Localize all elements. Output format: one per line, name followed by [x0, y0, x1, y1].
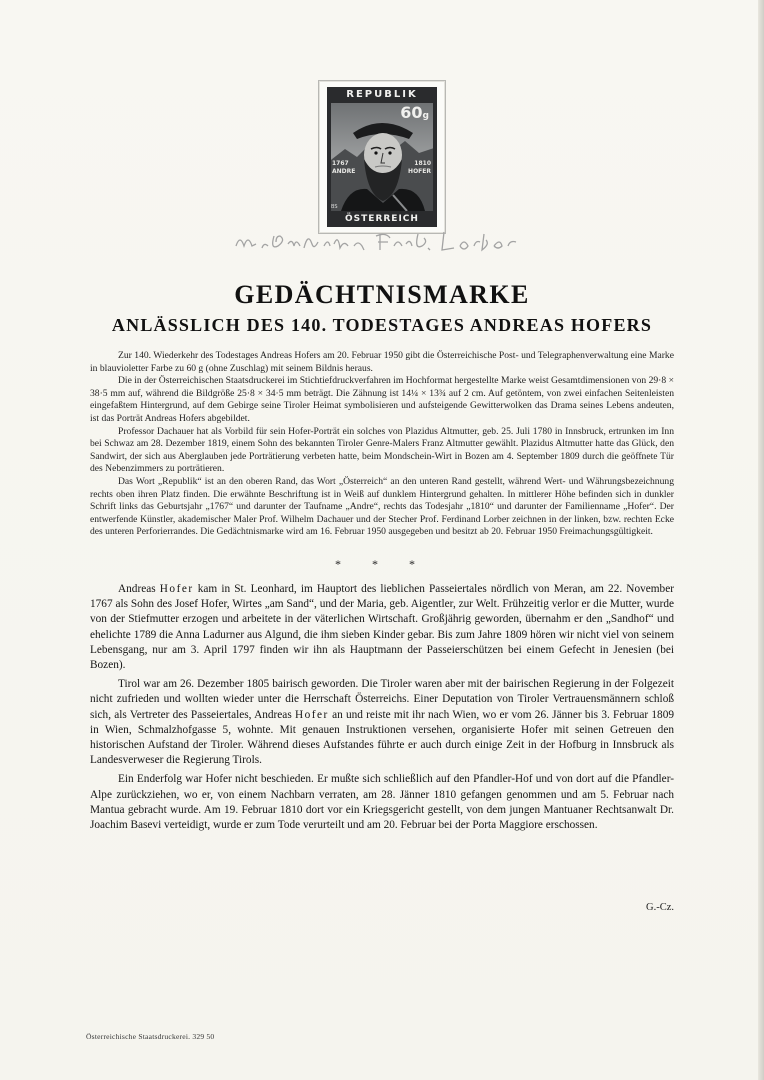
section-separator: * * * [335, 557, 429, 571]
stamp-year-left: 1767 [332, 160, 349, 167]
pencil-signature [230, 224, 530, 260]
biography-paragraph: Ein Enderfolg war Hofer nicht beschieden. Er mußte sich schließlich auf den Pfandler-Hof und von dort auf die Pfandler-Alpe zurückziehen, wo er, von einem Nachbarn verraten, am 28. Jänner 1810 gefangen genommen und am 5. Februar nach Mantua gebracht wurde. Am 19. Februar 1810 dort vor ein Kriegsgericht gestellt, von dem jungen Mantuaner Rechtsanwalt Dr. Joachim Basevi verteidigt, wurde er zum Tode verurteilt und am 20. Februar bei der Porta Maggiore erschossen. [90, 773, 674, 832]
biography-paragraph: Andreas Hofer kam in St. Leonhard, im Hauptort des lieblichen Passeiertales nördlich von Meran, am 22. November 1767 als Sohn des Josef Hofer, Wirtes „am Sand“, und der Maria, geb. Aigentler, zur Welt. Frühzeitig verlor er die Mutter, wurde von der Stiefmutter erzogen und arbeitete in der väterlichen Wirtschaft. Großjährig geworden, übernahm er den „Sandhof“ und ehelichte 1789 die Anna Ladurner aus Algund, die ihm sieben Kinder gebar. Bis zum Jahre 1809 hören wir nicht viel von seinem Lebensgang, nur am 3. April 1797 finden wir ihn als Hauptmann der Passeierschützen bei einem Gefecht in Jenesien (bei Bozen). [90, 583, 674, 672]
stamp-value: 60g [400, 103, 429, 122]
intro-paragraph: Das Wort „Republik“ ist an den oberen Rand, das Wort „Österreich“ an den unteren Rand gestellt, während Wert- und Währungsbezeichnung rechts oben ihren Platz finden. Die erwähnte Beschriftung ist in Weiß auf dunklem Hintergrund gehalten. In mittlerer Höhe befinden sich in dunkler Schrift links das Geburtsjahr „1767“ und darunter der Taufname „Andre“, rechts das Todesjahr „1810“ und darunter der Familienname „Hofer“. Der entwerfende Künstler, akademischer Maler Prof. Wilhelm Dachauer und der Stecher Prof. Ferdinand Lorber zeichnen in der linken, bzw. rechten Ecke des unteren Perforierrandes. Die Gedächtnismarke wird am 16. Februar 1950 ausgegeben und besitzt ab 20. Februar 1950 Freimachungsgültigkeit. [90, 475, 674, 538]
printer-imprint: Österreichische Staatsdruckerei. 329 50 [86, 1032, 215, 1041]
biography-paragraph: Tirol war am 26. Dezember 1805 bairisch geworden. Die Tiroler waren aber mit der bairischen Regierung in der Folgezeit nicht zufrieden und wollten wieder unter die Herrschaft Österreichs. Einer Deputation von Tiroler Vertrauensmännern schloß sich, als Vertreter des Passeiertales, Andreas Hofer an und reiste mit ihr nach Wien, wo er vom 26. Jänner bis 3. Februar 1809 in Wien, Schmalzhofgasse 5, wohnte. Mit genauen Instruktionen versehen, organisierte Hofer mit seinen Getreuen den historischen Aufstand der Tiroler. Während dieses Aufstandes führte er auch durch einige Zeit in der Hofburg in Innsbruck als Landesverweser die Regierung Tirols. [90, 678, 675, 767]
stamp-image [327, 87, 437, 227]
biography-text [90, 582, 674, 833]
page-title: GEDÄCHTNISMARKE [234, 280, 530, 309]
stamp-top-text: REPUBLIK [327, 87, 437, 103]
page-edge [758, 0, 764, 1080]
author-initials: G.-Cz. [646, 902, 674, 913]
intro-paragraph: Die in der Österreichischen Staatsdruckerei im Stichtiefdruckverfahren im Hochformat hergestellte Marke weist Gesamtdimensionen von 29·8 × 38·5 mm auf, während die Bildgröße 25·8 × 34·5 mm beträgt. Die Zähnung ist 14¼ × 13¾ auf 2 cm. Auf getöntem, von zwei einfachen Seitenleisten eingefaßtem Hintergrund, auf dem Gebirge seine Tiroler Heimat symbolisieren und aufsteigende Gewitterwolken das Drama seines Lebens andeuten, ist das Porträt Andreas Hofers abgebildet. [90, 375, 674, 424]
intro-paragraph: Professor Dachauer hat als Vorbild für sein Hofer-Porträt ein solches von Plazidus Altmutter, geb. 25. Juli 1780 in Innsbruck, ertrunken im Inn bei Schwaz am 28. Dezember 1819, einem Sohn des bekannten Tiroler Genre-Malers Franz Altmutter gewählt. Plazidus Altmutter hatte das Glück, den Sandwirt, der sich aus Aberglauben jede Porträtierung verbeten hatte, beim Mondschein-Wirt in Bozen am 4. September 1809 durch die geöffnete Tür des Nebenzimmers zu porträtieren. [90, 425, 674, 475]
stamp-name-right: HOFER [408, 168, 431, 175]
stamp-year-right: 1810 [414, 160, 431, 167]
stamp-bottom-text: ÖSTERREICH [327, 211, 437, 227]
stamp-mount [318, 80, 446, 234]
page-subtitle: ANLÄSSLICH DES 140. TODESTAGES ANDREAS HOFERS [111, 315, 653, 335]
stamp-name-left: ANDRE [332, 168, 356, 175]
stamp-small-mark: BS [331, 204, 338, 210]
intro-paragraph: Zur 140. Wiederkehr des Todestages Andreas Hofers am 20. Februar 1950 gibt die Österreichische Post- und Telegraphenverwaltung eine Marke in blauvioletter Farbe zu 60 g (ohne Zuschlag) mit seinem Bildnis heraus. [90, 350, 674, 374]
intro-text [90, 350, 674, 539]
